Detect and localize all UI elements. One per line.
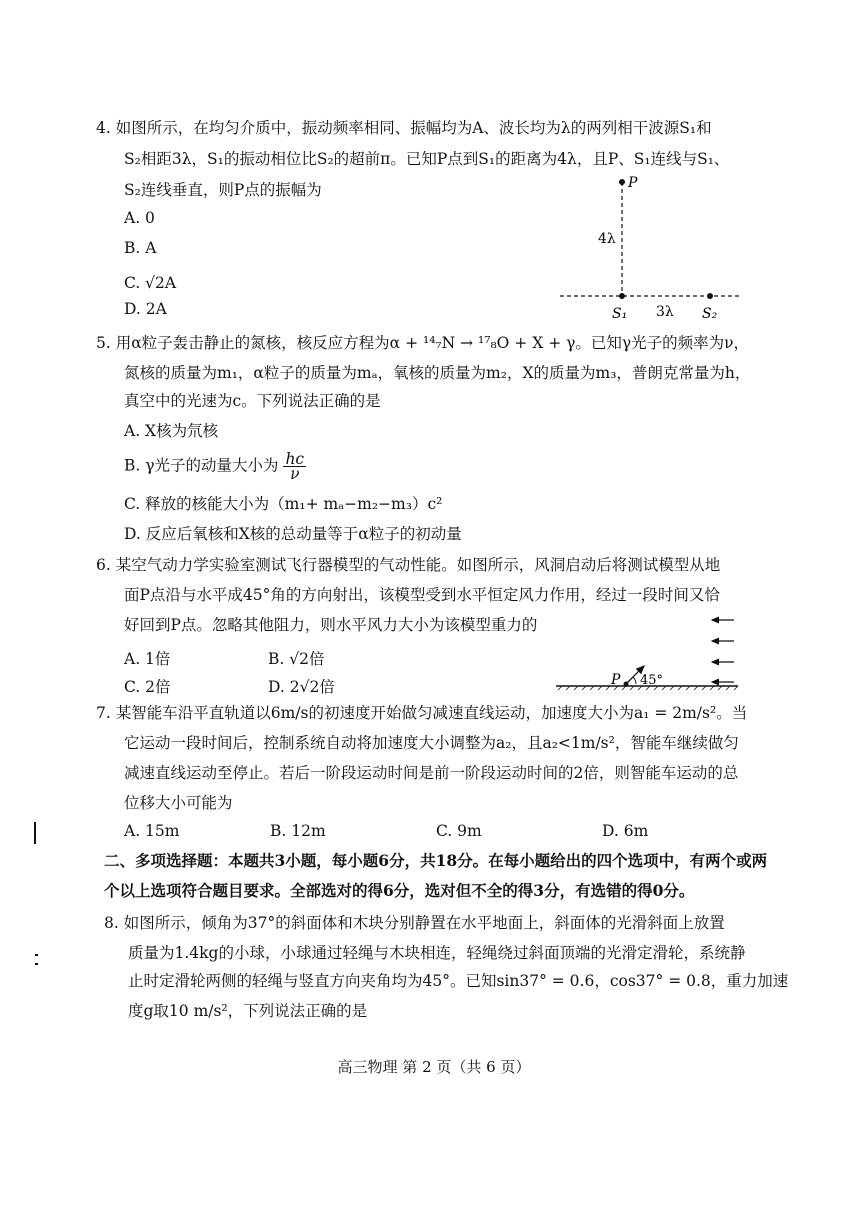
q5-option-b-fraction — [283, 452, 306, 481]
q5-line-2: 氮核的质量为m₁，α粒子的质量为mₐ，氧核的质量为m₂，X的质量为m₃，普朗克常量为h， — [124, 364, 751, 382]
q8-line-1: 8. 如图所示，倾角为37°的斜面体和木块分别静置在水平地面上，斜面体的光滑斜面上放置 — [104, 914, 725, 932]
section-2-heading-line-1: 二、多项选择题：本题共3小题，每小题6分，共18分。在每小题给出的四个选项中，有两个或两 — [104, 851, 768, 870]
q4-line-2: S₂相距3λ，S₁的振动相位比S₂的超前π。已知P点到S₁的距离为4λ，且P、S₁连线与S₁、 — [124, 150, 730, 168]
q6-figure-label-p: P — [611, 672, 621, 688]
q6-figure-label-angle: 45° — [640, 673, 664, 688]
q8-line-4: 度g取10 m/s²，下列说法正确的是 — [128, 1002, 368, 1020]
q6-line-1: 6. 某空气动力学实验室测试飞行器模型的气动性能。如图所示，风洞启动后将测试模型从地 — [96, 556, 721, 574]
q6-option-b: B. √2倍 — [268, 650, 325, 668]
q4-figure-label-s2: S₂ — [702, 306, 718, 322]
q5-option-b-numerator: hc — [285, 450, 305, 468]
q8-line-3: 止时定滑轮两侧的轻绳与竖直方向夹角均为45°。已知sin37° = 0.6，cos37° = 0.8，重力加速 — [128, 972, 789, 990]
q4-line-1: 4. 如图所示，在均匀介质中，振动频率相同、振幅均为A、波长均为λ的两列相干波源S₁和 — [96, 119, 712, 137]
q7-line-2: 它运动一段时间后，控制系统自动将加速度大小调整为a₂，且a₂<1m/s²，智能车继续做匀 — [124, 734, 739, 752]
q4-line-3: S₂连线垂直，则P点的振幅为 — [124, 181, 322, 199]
q7-line-4: 位移大小可能为 — [124, 794, 233, 812]
q7-option-c: C. 9m — [436, 822, 482, 840]
q5-option-b-denominator: ν — [290, 465, 300, 483]
q4-option-c: C. √2A — [124, 274, 177, 292]
section-2-heading-line-2: 个以上选项符合题目要求。全部选对的得6分，选对但不全的得3分，有选错的得0分。 — [104, 881, 695, 900]
q6-option-d: D. 2√2倍 — [268, 678, 335, 696]
q5-line-1: 5. 用α粒子轰击静止的氮核，核反应方程为α + ¹⁴₇N → ¹⁷₈O + X + γ。已知γ光子的频率为ν， — [96, 334, 750, 352]
q6-option-a: A. 1倍 — [124, 650, 171, 668]
q4-figure-label-4lambda: 4λ — [598, 231, 616, 247]
q4-option-a: A. 0 — [124, 209, 155, 227]
q4-option-d: D. 2A — [124, 300, 167, 318]
q7-line-3: 减速直线运动至停止。若后一阶段运动时间是前一阶段运动时间的2倍，则智能车运动的总 — [124, 764, 739, 782]
q8-line-2: 质量为1.4kg的小球，小球通过轻绳与木块相连，轻绳绕过斜面顶端的光滑定滑轮，系统静 — [128, 944, 746, 962]
q6-option-c: C. 2倍 — [124, 678, 171, 696]
wind-arrows — [712, 620, 734, 682]
binding-margin-dot-1 — [35, 954, 38, 956]
q7-option-a: A. 15m — [124, 822, 180, 840]
binding-margin-mark — [34, 822, 36, 844]
q5-option-b — [124, 452, 306, 481]
q5-option-c: C. 释放的核能大小为（m₁+ mₐ−m₂−m₃）c² — [124, 495, 443, 513]
q5-option-a: A. X核为氘核 — [124, 422, 219, 440]
q4-figure-label-p: P — [628, 175, 638, 191]
q4-figure-label-s1: S₁ — [612, 306, 628, 322]
q5-option-d: D. 反应后氧核和X核的总动量等于α粒子的初动量 — [124, 525, 462, 543]
q4-option-b: B. A — [124, 239, 157, 257]
q6-wind-tunnel-figure — [556, 606, 746, 696]
q6-line-2: 面P点沿与水平成45°角的方向射出，该模型受到水平恒定风力作用，经过一段时间又恰 — [124, 586, 720, 604]
q7-option-b: B. 12m — [270, 822, 326, 840]
q4-figure-label-3lambda: 3λ — [656, 304, 674, 320]
q4-wave-source-figure — [560, 168, 750, 328]
q5-option-b-text: B. γ光子的动量大小为 — [124, 456, 279, 475]
binding-margin-dot-2 — [35, 963, 38, 965]
q6-line-3: 好回到P点。忽略其他阻力，则水平风力大小为该模型重力的 — [124, 616, 538, 634]
q5-line-3: 真空中的光速为c。下列说法正确的是 — [124, 392, 381, 410]
q7-option-d: D. 6m — [602, 822, 649, 840]
q7-line-1: 7. 某智能车沿平直轨道以6m/s的初速度开始做匀减速直线运动，加速度大小为a₁ = 2m/s²。当 — [96, 704, 748, 722]
page-footer: 高三物理 第 2 页（共 6 页） — [337, 1058, 531, 1076]
